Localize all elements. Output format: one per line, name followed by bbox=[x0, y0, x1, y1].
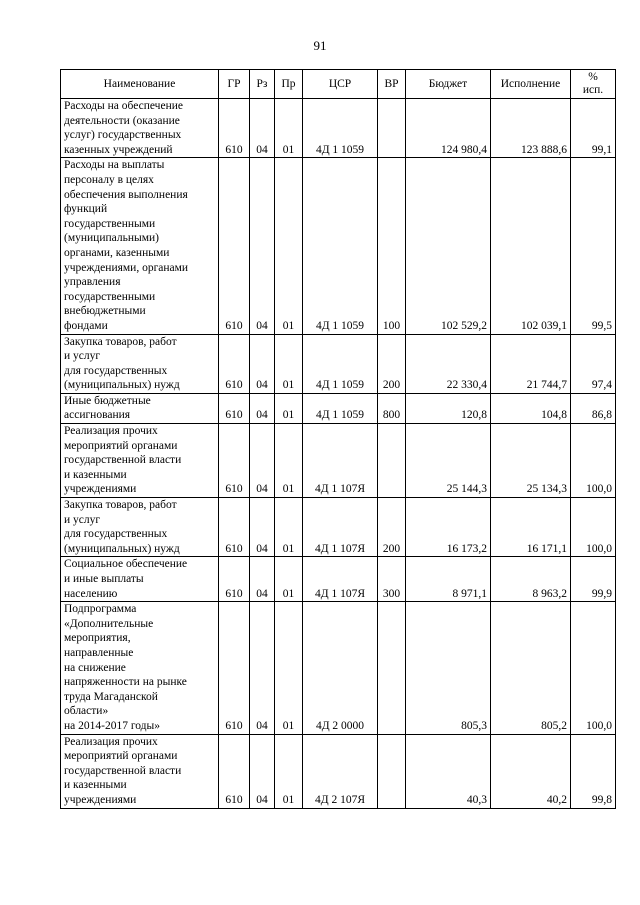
cell-name-line: на 2014-2017 годы» bbox=[64, 719, 161, 732]
cell-name-line: и иные выплаты bbox=[64, 573, 144, 585]
header-csr: ЦСР bbox=[303, 70, 378, 99]
cell-csr: 4Д 1 1059 bbox=[303, 99, 378, 158]
cell-percent: 99,1 bbox=[571, 99, 616, 158]
cell-execution: 102 039,1 bbox=[491, 158, 571, 334]
header-pr: Пр bbox=[275, 70, 303, 99]
header-percent bbox=[571, 70, 616, 99]
cell-name-line: Подпрограмма bbox=[64, 603, 137, 616]
cell-rz: 04 bbox=[250, 498, 275, 557]
cell-name-line: государственной власти bbox=[64, 764, 182, 777]
cell-budget: 805,3 bbox=[406, 602, 491, 734]
cell-percent: 97,4 bbox=[571, 334, 616, 393]
cell-execution: 8 963,2 bbox=[491, 557, 571, 602]
cell-budget: 25 144,3 bbox=[406, 424, 491, 498]
cell-name-line: Расходы на обеспечение bbox=[64, 100, 183, 112]
cell-vr: 100 bbox=[378, 158, 406, 334]
cell-name bbox=[61, 424, 219, 498]
table-row bbox=[61, 424, 616, 498]
header-budget: Бюджет bbox=[406, 70, 491, 99]
cell-execution: 21 744,7 bbox=[491, 334, 571, 393]
cell-name bbox=[61, 602, 219, 734]
cell-name-line: государственными bbox=[64, 290, 156, 303]
cell-name-line: фондами bbox=[64, 319, 108, 332]
header-gr: ГР bbox=[219, 70, 250, 99]
cell-budget: 16 173,2 bbox=[406, 498, 491, 557]
cell-execution: 16 171,1 bbox=[491, 498, 571, 557]
table-row bbox=[61, 393, 616, 423]
cell-rz: 04 bbox=[250, 557, 275, 602]
cell-vr bbox=[378, 424, 406, 498]
cell-name-line: для государственных bbox=[64, 528, 168, 541]
cell-name-line: Иные бюджетные bbox=[64, 394, 151, 407]
cell-name-line: (муниципальных) нужд bbox=[64, 542, 180, 555]
cell-gr: 610 bbox=[219, 334, 250, 393]
cell-execution: 40,2 bbox=[491, 734, 571, 808]
cell-name-line: персоналу в целях bbox=[64, 173, 154, 186]
cell-budget: 40,3 bbox=[406, 734, 491, 808]
cell-name-line: Реализация прочих bbox=[64, 735, 158, 748]
cell-pr: 01 bbox=[275, 334, 303, 393]
cell-name-line: учреждениями bbox=[64, 793, 137, 806]
cell-pr: 01 bbox=[275, 424, 303, 498]
cell-csr: 4Д 2 0000 bbox=[303, 602, 378, 734]
cell-percent: 99,8 bbox=[571, 734, 616, 808]
cell-vr bbox=[378, 602, 406, 734]
table-row bbox=[61, 557, 616, 602]
header-execution: Исполнение bbox=[491, 70, 571, 99]
cell-gr: 610 bbox=[219, 602, 250, 734]
cell-name bbox=[61, 158, 219, 334]
cell-name bbox=[61, 498, 219, 557]
cell-execution: 25 134,3 bbox=[491, 424, 571, 498]
cell-name-line: и услуг bbox=[64, 513, 101, 526]
cell-percent: 100,0 bbox=[571, 602, 616, 734]
cell-name bbox=[61, 99, 219, 158]
cell-vr bbox=[378, 734, 406, 808]
cell-name-line: области» bbox=[64, 705, 109, 718]
cell-name-line: мероприятий органами bbox=[64, 750, 178, 763]
cell-name-line: и казенными bbox=[64, 468, 127, 481]
cell-name-line: внебюджетными bbox=[64, 305, 146, 318]
cell-pr: 01 bbox=[275, 498, 303, 557]
cell-execution: 104,8 bbox=[491, 393, 571, 423]
cell-name-line: управления bbox=[64, 276, 121, 289]
cell-budget: 22 330,4 bbox=[406, 334, 491, 393]
cell-name-line: казенных учреждений bbox=[64, 143, 173, 156]
table-row bbox=[61, 334, 616, 393]
cell-gr: 610 bbox=[219, 393, 250, 423]
cell-csr: 4Д 2 107Я bbox=[303, 734, 378, 808]
cell-percent: 99,9 bbox=[571, 557, 616, 602]
cell-name-line: на снижение bbox=[64, 661, 126, 674]
cell-pr: 01 bbox=[275, 158, 303, 334]
cell-rz: 04 bbox=[250, 602, 275, 734]
cell-name-line: обеспечения выполнения bbox=[64, 188, 188, 201]
header-percent-label: исп. bbox=[582, 84, 604, 96]
header-name: Наименование bbox=[61, 70, 219, 99]
cell-execution: 805,2 bbox=[491, 602, 571, 734]
cell-name-line: напряженности на рынке bbox=[64, 676, 187, 689]
cell-rz: 04 bbox=[250, 158, 275, 334]
cell-name-line: Закупка товаров, работ bbox=[64, 335, 177, 348]
cell-csr: 4Д 1 107Я bbox=[303, 498, 378, 557]
cell-name-line: мероприятия, bbox=[64, 632, 131, 645]
table-row bbox=[61, 158, 616, 334]
cell-name-line: и казенными bbox=[64, 779, 127, 792]
budget-execution-table bbox=[60, 69, 616, 809]
cell-name-line: Закупка товаров, работ bbox=[64, 499, 177, 512]
table-header-row bbox=[61, 70, 616, 99]
cell-vr: 200 bbox=[378, 334, 406, 393]
cell-percent: 86,8 bbox=[571, 393, 616, 423]
cell-budget: 120,8 bbox=[406, 393, 491, 423]
cell-pr: 01 bbox=[275, 734, 303, 808]
cell-name-line: деятельности (оказание bbox=[64, 114, 180, 127]
cell-percent: 100,0 bbox=[571, 424, 616, 498]
cell-name-line: Реализация прочих bbox=[64, 425, 158, 438]
cell-name-line: учреждениями, органами bbox=[64, 261, 189, 274]
cell-budget: 8 971,1 bbox=[406, 557, 491, 602]
cell-vr: 200 bbox=[378, 498, 406, 557]
cell-budget: 102 529,2 bbox=[406, 158, 491, 334]
cell-rz: 04 bbox=[250, 334, 275, 393]
cell-name-line: органами, казенными bbox=[64, 246, 170, 259]
cell-pr: 01 bbox=[275, 557, 303, 602]
cell-gr: 610 bbox=[219, 424, 250, 498]
cell-name-line: государственной власти bbox=[64, 454, 182, 467]
cell-pr: 01 bbox=[275, 393, 303, 423]
cell-percent: 99,5 bbox=[571, 158, 616, 334]
table-row bbox=[61, 734, 616, 808]
cell-name-line: ассигнования bbox=[64, 409, 131, 422]
cell-csr: 4Д 1 1059 bbox=[303, 158, 378, 334]
cell-gr: 610 bbox=[219, 557, 250, 602]
cell-name-line: услуг) государственных bbox=[64, 129, 182, 142]
cell-gr: 610 bbox=[219, 734, 250, 808]
cell-gr: 610 bbox=[219, 498, 250, 557]
cell-gr: 610 bbox=[219, 158, 250, 334]
cell-pr: 01 bbox=[275, 602, 303, 734]
cell-name-line: населению bbox=[64, 587, 118, 600]
cell-name-line: (муниципальных) нужд bbox=[64, 379, 180, 392]
cell-name-line: направленные bbox=[64, 646, 134, 659]
cell-name-line: учреждениями bbox=[64, 483, 137, 496]
cell-vr: 800 bbox=[378, 393, 406, 423]
table-row bbox=[61, 602, 616, 734]
cell-name-line: труда Магаданской bbox=[64, 690, 158, 703]
cell-budget: 124 980,4 bbox=[406, 99, 491, 158]
table-row bbox=[61, 498, 616, 557]
cell-name bbox=[61, 557, 219, 602]
header-vr: ВР bbox=[378, 70, 406, 99]
cell-rz: 04 bbox=[250, 393, 275, 423]
cell-name bbox=[61, 393, 219, 423]
cell-execution: 123 888,6 bbox=[491, 99, 571, 158]
cell-rz: 04 bbox=[250, 99, 275, 158]
cell-vr bbox=[378, 99, 406, 158]
cell-name-line: функций bbox=[64, 203, 108, 216]
cell-name-line: мероприятий органами bbox=[64, 439, 178, 452]
cell-rz: 04 bbox=[250, 734, 275, 808]
page-number: 91 bbox=[313, 38, 327, 53]
cell-name bbox=[61, 734, 219, 808]
cell-name-line: Социальное обеспечение bbox=[64, 558, 188, 571]
cell-name-line: «Дополнительные bbox=[64, 617, 154, 630]
cell-percent: 100,0 bbox=[571, 498, 616, 557]
header-percent-sign: % bbox=[588, 71, 598, 83]
cell-vr: 300 bbox=[378, 557, 406, 602]
table-row bbox=[61, 99, 616, 158]
cell-name-line: и услуг bbox=[64, 350, 101, 363]
cell-name-line: (муниципальными) bbox=[64, 232, 159, 245]
cell-csr: 4Д 1 107Я bbox=[303, 424, 378, 498]
cell-rz: 04 bbox=[250, 424, 275, 498]
header-rz: Рз bbox=[250, 70, 275, 99]
cell-csr: 4Д 1 107Я bbox=[303, 557, 378, 602]
cell-csr: 4Д 1 1059 bbox=[303, 334, 378, 393]
cell-name bbox=[61, 334, 219, 393]
cell-csr: 4Д 1 1059 bbox=[303, 393, 378, 423]
cell-name-line: Расходы на выплаты bbox=[64, 159, 165, 172]
cell-name-line: государственными bbox=[64, 217, 156, 230]
cell-pr: 01 bbox=[275, 99, 303, 158]
cell-gr: 610 bbox=[219, 99, 250, 158]
cell-name-line: для государственных bbox=[64, 364, 168, 377]
